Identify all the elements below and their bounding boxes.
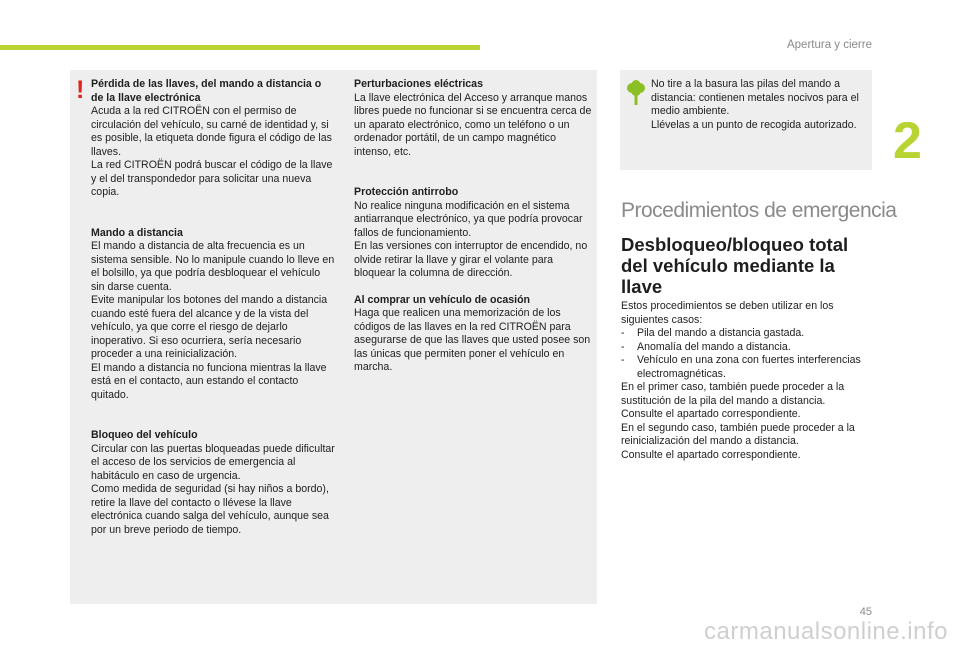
block-title: Mando a distancia — [91, 226, 183, 239]
list-item: - Pila del mando a distancia gastada. — [621, 327, 873, 341]
procedures-body — [621, 300, 873, 462]
list-item: - Vehículo en una zona con fuertes interferencias electromagnéticas. — [621, 354, 873, 381]
warning-block-antitheft — [354, 186, 594, 281]
block-title: Perturbaciones eléctricas — [354, 78, 483, 90]
tree-icon — [626, 80, 646, 106]
block-text: Haga que realicen una memorización de los códigos de las llaves en la red CITROËN para asegurarse de que las llaves que usted posee son las únicas que permiten poner el vehículo en marcha. — [354, 307, 591, 373]
block-text: No realice ninguna modificación en el sistema antiarranque electrónico, ya que podría provocar fallos de funcionamiento. En las versiones con interruptor de encendido, no olvide retirar la llave y girar el volante para bloquear la columna de dirección. — [354, 199, 588, 279]
procedures-intro: Estos procedimientos se deben utilizar en los siguientes casos: — [621, 300, 834, 326]
procedures-paragraph: En el primer caso, también puede proceder a la sustitución de la pila del mando a distancia. — [621, 381, 845, 407]
block-text: Acuda a la red CITROËN con el permiso de circulación del vehículo, su carné de identidad y, si es posible, la etiqueta donde figura el código de las llaves. La red CITROËN podrá buscar el código de la llave y el del transpondedor para solicitar una nueva copia. — [91, 105, 333, 198]
block-title: Pérdida de las llaves, del mando a distancia o de la llave electrónica — [91, 78, 322, 104]
block-title: Protección antirrobo — [354, 186, 459, 198]
warning-column-left — [91, 78, 336, 537]
warning-column-right — [354, 78, 594, 375]
block-title: Bloqueo del vehículo — [91, 429, 198, 441]
block-text: Circular con las puertas bloqueadas puede dificultar el acceso de los servicios de emergencia al habitáculo en caso de urgencia. Como medida de seguridad (si hay niños a bordo), retire la llave del contacto o llévese la llave electrónica cuando salga del vehículo, aunque sea por un breve periodo de tiempo. — [91, 442, 335, 536]
accent-bar — [0, 45, 480, 50]
procedures-cases — [621, 327, 873, 381]
block-title: Al comprar un vehículo de ocasión — [354, 293, 531, 306]
procedures-paragraph: Consulte el apartado correspondiente. — [621, 408, 801, 420]
block-text: El mando a distancia de alta frecuencia es un sistema sensible. No lo manipule cuando lo lleve en el bolsillo, ya que podría desbloquear el vehículo sin darse cuenta. Evite manipular los botones del mando a distancia cuando esté fuera del alcance y de la vista del vehículo, ya que corre el riesgo de dejarlo inoperativo. Si eso ocurriera, sería necesario proceder a una reinicialización. El mando a distancia no funciona mientras la llave está en el contacto, aun estando el contacto quitado. — [91, 240, 335, 401]
procedures-paragraph: En el segundo caso, también puede proceder a la reinicialización del mando a distancia. — [621, 421, 855, 447]
warning-block-locking — [91, 429, 336, 537]
watermark: carmanualsonline.info — [704, 618, 948, 645]
block-text: La llave electrónica del Acceso y arranque manos libres puede no funcionar si se encuentra cerca de un aparato electrónico, como un teléfono o un ordenador portátil, de un campo magnético intenso, etc. — [354, 91, 592, 158]
warning-block-key-loss — [91, 78, 336, 200]
warning-block-remote — [91, 227, 336, 403]
warning-block-electrical — [354, 78, 594, 159]
list-item: - Anomalía del mando a distancia. — [621, 341, 873, 355]
page-number: 45 — [859, 606, 872, 618]
procedures-title: Procedimientos de emergencia — [621, 199, 897, 222]
chapter-number: 2 — [893, 112, 922, 170]
procedures-subtitle: Desbloqueo/bloqueo total del vehículo mediante la llave — [621, 234, 849, 297]
section-title: Apertura y cierre — [786, 39, 872, 51]
eco-text: No tire a la basura las pilas del mando a distancia: contienen metales nocivos para el medio ambiente. Llévelas a un punto de recogida autorizado. — [651, 78, 859, 131]
warning-block-used-vehicle — [354, 294, 594, 375]
procedures-paragraph: Consulte el apartado correspondiente. — [621, 448, 801, 461]
exclamation-icon: ! — [76, 76, 85, 104]
